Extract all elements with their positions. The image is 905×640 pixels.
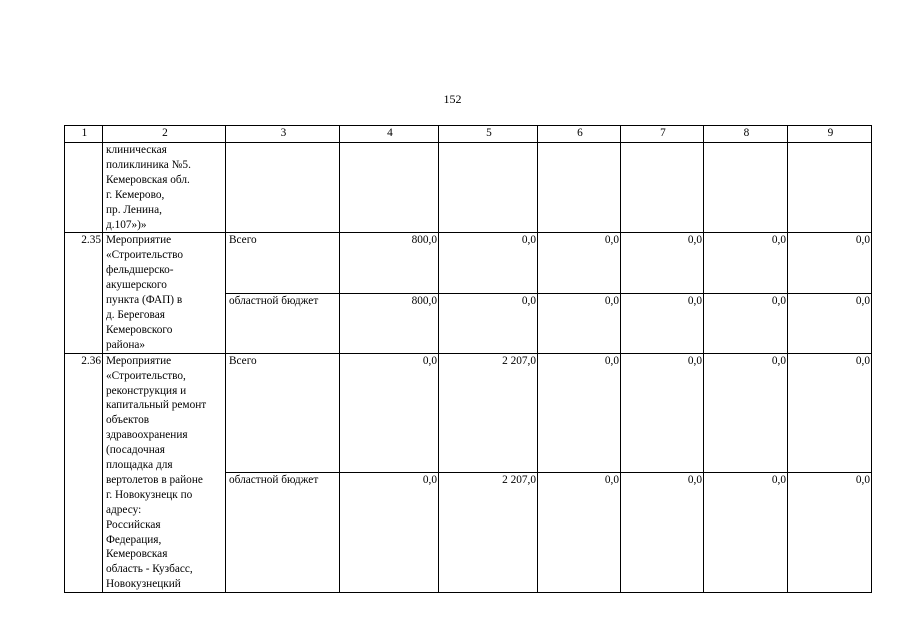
value-cell: 800,0: [340, 293, 439, 353]
name-line: адресу:: [106, 503, 142, 516]
value-cell: [704, 143, 788, 233]
name-cell: [103, 143, 226, 233]
name-line: г. Новокузнецк по: [106, 488, 193, 501]
name-line: акушерского: [106, 279, 167, 292]
name-line: Мероприятие: [106, 234, 172, 247]
value-cell: 0,0: [538, 353, 621, 473]
name-line: фельдшерско-: [106, 264, 174, 277]
value-cell: [788, 143, 872, 233]
name-line: капитальный ремонт: [106, 399, 207, 412]
name-line: здравоохранения: [106, 429, 188, 442]
value-cell: 2 207,0: [439, 353, 538, 473]
value-cell: 0,0: [538, 473, 621, 593]
name-line: района»: [106, 338, 146, 351]
name-line: «Строительство,: [106, 369, 186, 382]
name-line: Российская: [106, 518, 161, 531]
value-cell: 0,0: [621, 353, 704, 473]
name-line: пункта (ФАП) в: [106, 294, 183, 307]
value-cell: 0,0: [704, 473, 788, 593]
header-cell: 8: [704, 126, 788, 143]
value-cell: 0,0: [439, 233, 538, 293]
name-line: область - Кузбасс,: [106, 563, 193, 576]
value-cell: 0,0: [788, 473, 872, 593]
source-cell: [226, 143, 340, 233]
name-line: г. Кемерово,: [106, 188, 165, 201]
value-cell: [439, 143, 538, 233]
header-cell: 2: [103, 126, 226, 143]
value-cell: 0,0: [788, 353, 872, 473]
header-cell: 3: [226, 126, 340, 143]
name-line: «Строительство: [106, 249, 184, 262]
value-cell: 0,0: [538, 233, 621, 293]
value-cell: 0,0: [788, 293, 872, 353]
header-row: [65, 126, 872, 143]
measure-index: 2.36: [65, 353, 103, 593]
value-cell: 0,0: [340, 353, 439, 473]
index-cell: [65, 143, 103, 233]
header-cell: 9: [788, 126, 872, 143]
value-cell: [538, 143, 621, 233]
budget-table: [64, 125, 872, 593]
name-line: клиническая: [106, 144, 167, 156]
value-cell: 0,0: [621, 233, 704, 293]
funding-source: областной бюджет: [226, 293, 340, 353]
name-line: пр. Ленина,: [106, 203, 162, 216]
value-cell: 0,0: [704, 293, 788, 353]
value-cell: 0,0: [704, 353, 788, 473]
value-cell: 0,0: [621, 473, 704, 593]
funding-source: областной бюджет: [226, 473, 340, 593]
name-line: Федерация,: [106, 533, 162, 546]
measure-name: [103, 233, 226, 353]
value-cell: 0,0: [704, 233, 788, 293]
name-line: вертолетов в районе: [106, 473, 203, 486]
funding-source: Всего: [226, 353, 340, 473]
header-cell: 6: [538, 126, 621, 143]
value-cell: 0,0: [538, 293, 621, 353]
value-cell: 0,0: [788, 233, 872, 293]
value-cell: 0,0: [340, 473, 439, 593]
value-cell: 0,0: [439, 293, 538, 353]
name-line: площадка для: [106, 459, 173, 472]
name-line: Кемеровская: [106, 548, 168, 561]
measure-row: [65, 233, 872, 293]
name-line: д.107»)»: [106, 218, 147, 231]
value-cell: 800,0: [340, 233, 439, 293]
name-line: реконструкция и: [106, 384, 187, 397]
funding-source: Всего: [226, 233, 340, 293]
name-line: поликлиника №5.: [106, 158, 191, 171]
name-line: д. Береговая: [106, 308, 165, 321]
name-line: Кемеровская обл.: [106, 173, 190, 186]
value-cell: [340, 143, 439, 233]
continuation-row: [65, 143, 872, 233]
header-cell: 1: [65, 126, 103, 143]
name-line: Новокузнецкий: [106, 578, 181, 591]
name-line: (посадочная: [106, 444, 165, 457]
value-cell: 2 207,0: [439, 473, 538, 593]
measure-name: [103, 353, 226, 593]
name-line: Кемеровского: [106, 323, 173, 336]
name-line: Мероприятие: [106, 354, 172, 367]
header-cell: 7: [621, 126, 704, 143]
value-cell: 0,0: [621, 293, 704, 353]
value-cell: [621, 143, 704, 233]
header-cell: 4: [340, 126, 439, 143]
page-number: 152: [443, 92, 462, 106]
measure-row: [65, 353, 872, 473]
measure-index: 2.35: [65, 233, 103, 353]
name-line: объектов: [106, 414, 150, 427]
header-cell: 5: [439, 126, 538, 143]
